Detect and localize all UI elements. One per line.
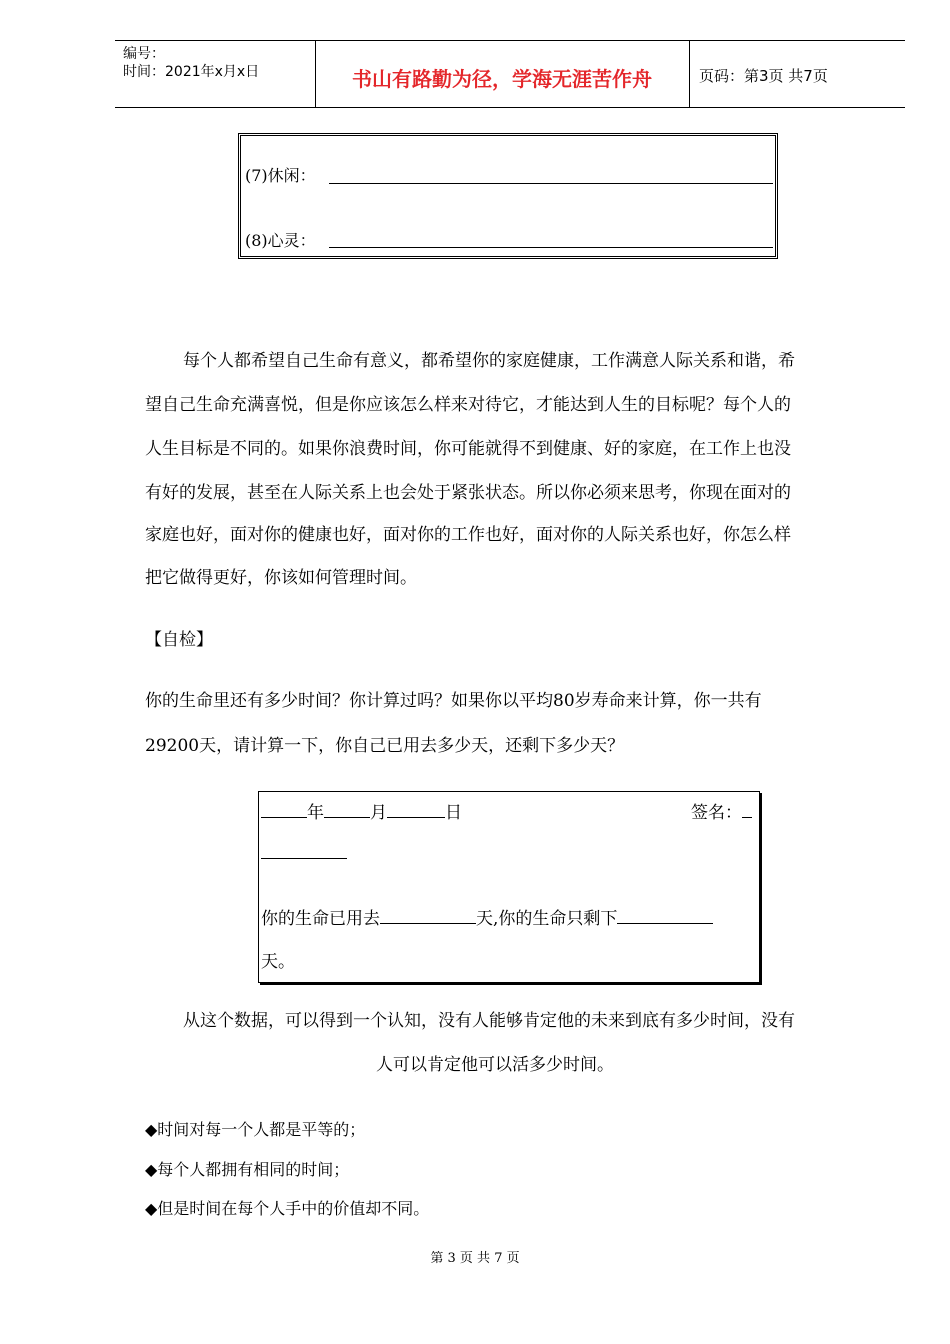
calculation-box [258, 791, 760, 983]
date-row [261, 798, 462, 823]
conclusion-line: 人可以肯定他可以活多少时间。 [376, 1055, 614, 1075]
day-label: 日 [445, 803, 462, 823]
self-check-heading: 【自检】 [145, 630, 213, 650]
bullet-item: ◆时间对每一个人都是平等的； [145, 1120, 366, 1139]
paragraph-line: 每个人都希望自己生命有意义，都希望你的家庭健康，工作满意人际关系和谐，希 [183, 351, 795, 371]
month-blank[interactable] [324, 800, 370, 818]
sign-blank-continued[interactable] [261, 858, 347, 859]
fill-item-leisure: (7)休闲： [245, 166, 316, 185]
header-divider [689, 41, 690, 107]
year-blank[interactable] [261, 800, 307, 818]
paragraph-line: 有好的发展，甚至在人际关系上也会处于紧张状态。所以你必须来思考，你现在面对的 [145, 483, 791, 503]
fill-line-spirit[interactable] [329, 247, 773, 248]
paragraph-line: 人生目标是不同的。如果你浪费时间，你可能就得不到健康、好的家庭，在工作上也没 [145, 439, 791, 459]
end-label: 天。 [261, 952, 295, 972]
conclusion-line: 从这个数据，可以得到一个认知，没有人能够肯定他的未来到底有多少时间，没有 [183, 1011, 795, 1031]
page-header [115, 40, 905, 108]
self-check-line: 你的生命里还有多少时间？你计算过吗？如果你以平均80岁寿命来计算，你一共有 [145, 691, 762, 711]
bullet-item: ◆但是时间在每个人手中的价值却不同。 [145, 1199, 430, 1218]
header-meta [123, 45, 259, 81]
used-label: 你的生命已用去 [261, 909, 380, 929]
year-label: 年 [307, 803, 324, 823]
remain-label: 天,你的生命只剩下 [476, 909, 618, 929]
bullet-item: ◆每个人都拥有相同的时间； [145, 1160, 350, 1179]
used-days-blank[interactable] [380, 906, 476, 924]
paragraph-line: 家庭也好，面对你的健康也好，面对你的工作也好，面对你的人际关系也好，你怎么样 [145, 525, 791, 545]
remain-days-blank[interactable] [617, 906, 713, 924]
month-label: 月 [370, 803, 387, 823]
paragraph-line: 把它做得更好，你该如何管理时间。 [145, 568, 417, 588]
day-blank[interactable] [387, 800, 445, 818]
used-row [261, 904, 713, 929]
sign-blank[interactable] [742, 800, 752, 818]
fill-in-box [238, 133, 778, 259]
signature-row [691, 798, 752, 823]
self-check-line: 29200天，请计算一下，你自己已用去多少天，还剩下多少天？ [145, 736, 625, 756]
header-page-number: 页码：第3页 共7页 [699, 67, 828, 85]
fill-line-leisure[interactable] [329, 183, 773, 184]
page-footer: 第 3 页 共 7 页 [430, 1251, 520, 1266]
paragraph-line: 望自己生命充满喜悦，但是你应该怎么样来对待它，才能达到人生的目标呢？每个人的 [145, 395, 791, 415]
header-motto: 书山有路勤为径，学海无涯苦作舟 [352, 67, 652, 91]
fill-item-spirit: (8)心灵： [245, 231, 316, 250]
number-label: 编号： [123, 46, 165, 62]
time-label: 时间：2021年x月x日 [123, 64, 260, 80]
sign-label: 签名： [691, 803, 742, 823]
